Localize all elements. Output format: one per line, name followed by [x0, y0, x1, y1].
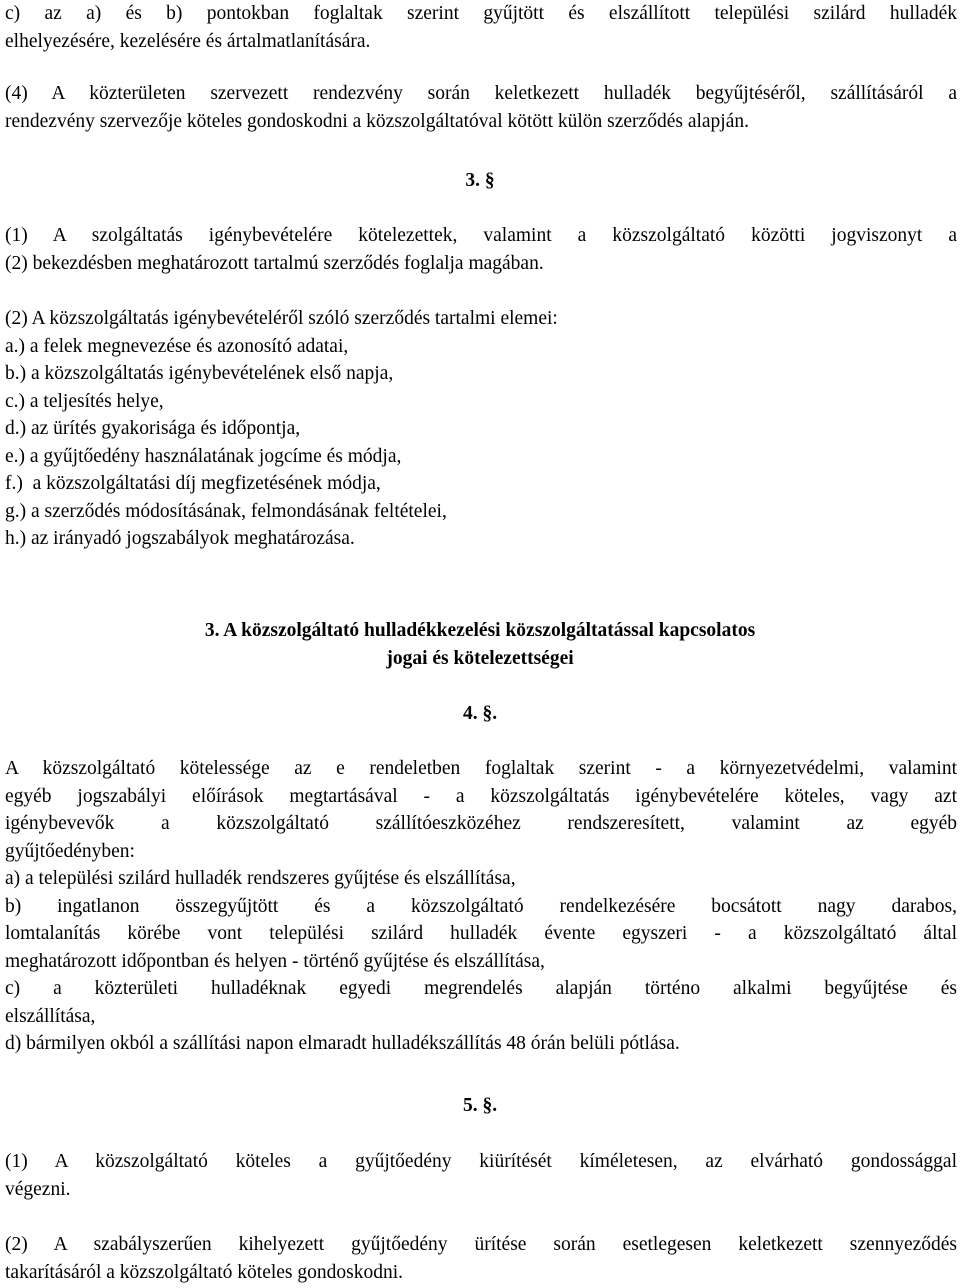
- paragraph-4: [5, 80, 957, 135]
- text-line: (1) A közszolgáltató köteles a gyűjtőedény kiürítését kíméletesen, az elvárható gondossággal: [5, 1151, 957, 1172]
- text-line: egyéb jogszabályi előírások megtartásával - a közszolgáltatás igénybevételére köteles, vagy azt: [5, 785, 957, 807]
- section-5-paragraph-2: [5, 1231, 957, 1286]
- section-3-paragraph-1: [5, 222, 957, 277]
- chapter-3-title-line-2: jogai és kötelezettségei: [386, 648, 574, 669]
- section-5-paragraph-1: [5, 1148, 957, 1203]
- list-item: a.) a felek megnevezése és azonosító adatai,: [5, 335, 349, 357]
- text-line: rendezvény szervezője köteles gondoskodni a közszolgáltatóval kötött külön szerződés alapján.: [5, 110, 749, 132]
- text-line: A közszolgáltató kötelessége az e rendeletben foglaltak szerint - a környezetvédelmi, valamint: [5, 758, 957, 779]
- text-line: c) az a) és b) pontokban foglaltak szerint gyűjtött és elszállított települési szilárd hulladék: [5, 3, 957, 24]
- list-item: f.) a közszolgáltatási díj megfizetésének módja,: [5, 473, 381, 494]
- text-line: (2) A szabályszerűen kihelyezett gyűjtőedény ürítése során esetlegesen keletkezett szennyeződés: [5, 1234, 957, 1255]
- section-4-heading: 4. §.: [462, 703, 498, 724]
- text-line: végezni.: [5, 1178, 71, 1200]
- list-item: d) bármilyen okból a szállítási napon elmaradt hulladékszállítás 48 órán belüli pótlása.: [5, 1033, 680, 1054]
- text-line: (2) bekezdésben meghatározott tartalmú szerződés foglalja magában.: [5, 252, 544, 274]
- text-line: elszállítása,: [5, 1005, 96, 1027]
- section-3-heading: 3. §: [465, 170, 495, 191]
- text-line: takarításáról a közszolgáltató köteles gondoskodni.: [5, 1261, 404, 1283]
- text-line: (1) A szolgáltatás igénybevételére kötelezettek, valamint a közszolgáltató közötti jogviszonyt a: [5, 225, 957, 246]
- list-item: g.) a szerződés módosításának, felmondásának feltételei,: [5, 500, 447, 522]
- text-line: meghatározott időpontban és helyen - történő gyűjtése és elszállítása,: [5, 950, 545, 972]
- list-item: b.) a közszolgáltatás igénybevételének első napja,: [5, 363, 394, 384]
- list-item: d.) az ürítés gyakorisága és időpontja,: [5, 418, 301, 439]
- text-line: b) ingatlanon összegyűjtött és a közszolgáltató rendelkezésére bocsátott nagy darabos,: [5, 895, 957, 917]
- text-line: elhelyezésére, kezelésére és ártalmatlanítására.: [5, 30, 371, 52]
- list-intro: (2) A közszolgáltatás igénybevételéről szóló szerződés tartalmi elemei:: [5, 308, 558, 329]
- section-5-heading: 5. §.: [462, 1095, 498, 1116]
- text-line: gyűjtőedényben:: [5, 840, 135, 862]
- section-4-body: [5, 755, 957, 1058]
- section-3-paragraph-2: [5, 305, 957, 553]
- text-line: lomtalanítás körébe vont települési szilárd hulladék évente egyszeri - a közszolgáltató által: [5, 923, 957, 944]
- list-item: a) a települési szilárd hulladék rendszeres gyűjtése és elszállítása,: [5, 868, 516, 889]
- list-item: h.) az irányadó jogszabályok meghatározása.: [5, 528, 355, 549]
- chapter-3-title-line-1: 3. A közszolgáltató hulladékkezelési közszolgáltatással kapcsolatos: [204, 620, 756, 641]
- list-item: e.) a gyűjtőedény használatának jogcíme és módja,: [5, 445, 402, 467]
- text-line: c) a közterületi hulladéknak egyedi megrendelés alapján történo alkalmi begyűjtése és: [5, 978, 957, 999]
- text-line: igénybevevők a közszolgáltató szállítóeszközéhez rendszeresített, valamint az egyéb: [5, 813, 957, 834]
- paragraph-c: [5, 0, 957, 55]
- list-item: c.) a teljesítés helye,: [5, 390, 164, 412]
- text-line: (4) A közterületen szervezett rendezvény során keletkezett hulladék begyűjtéséről, szállításáról a: [5, 83, 957, 104]
